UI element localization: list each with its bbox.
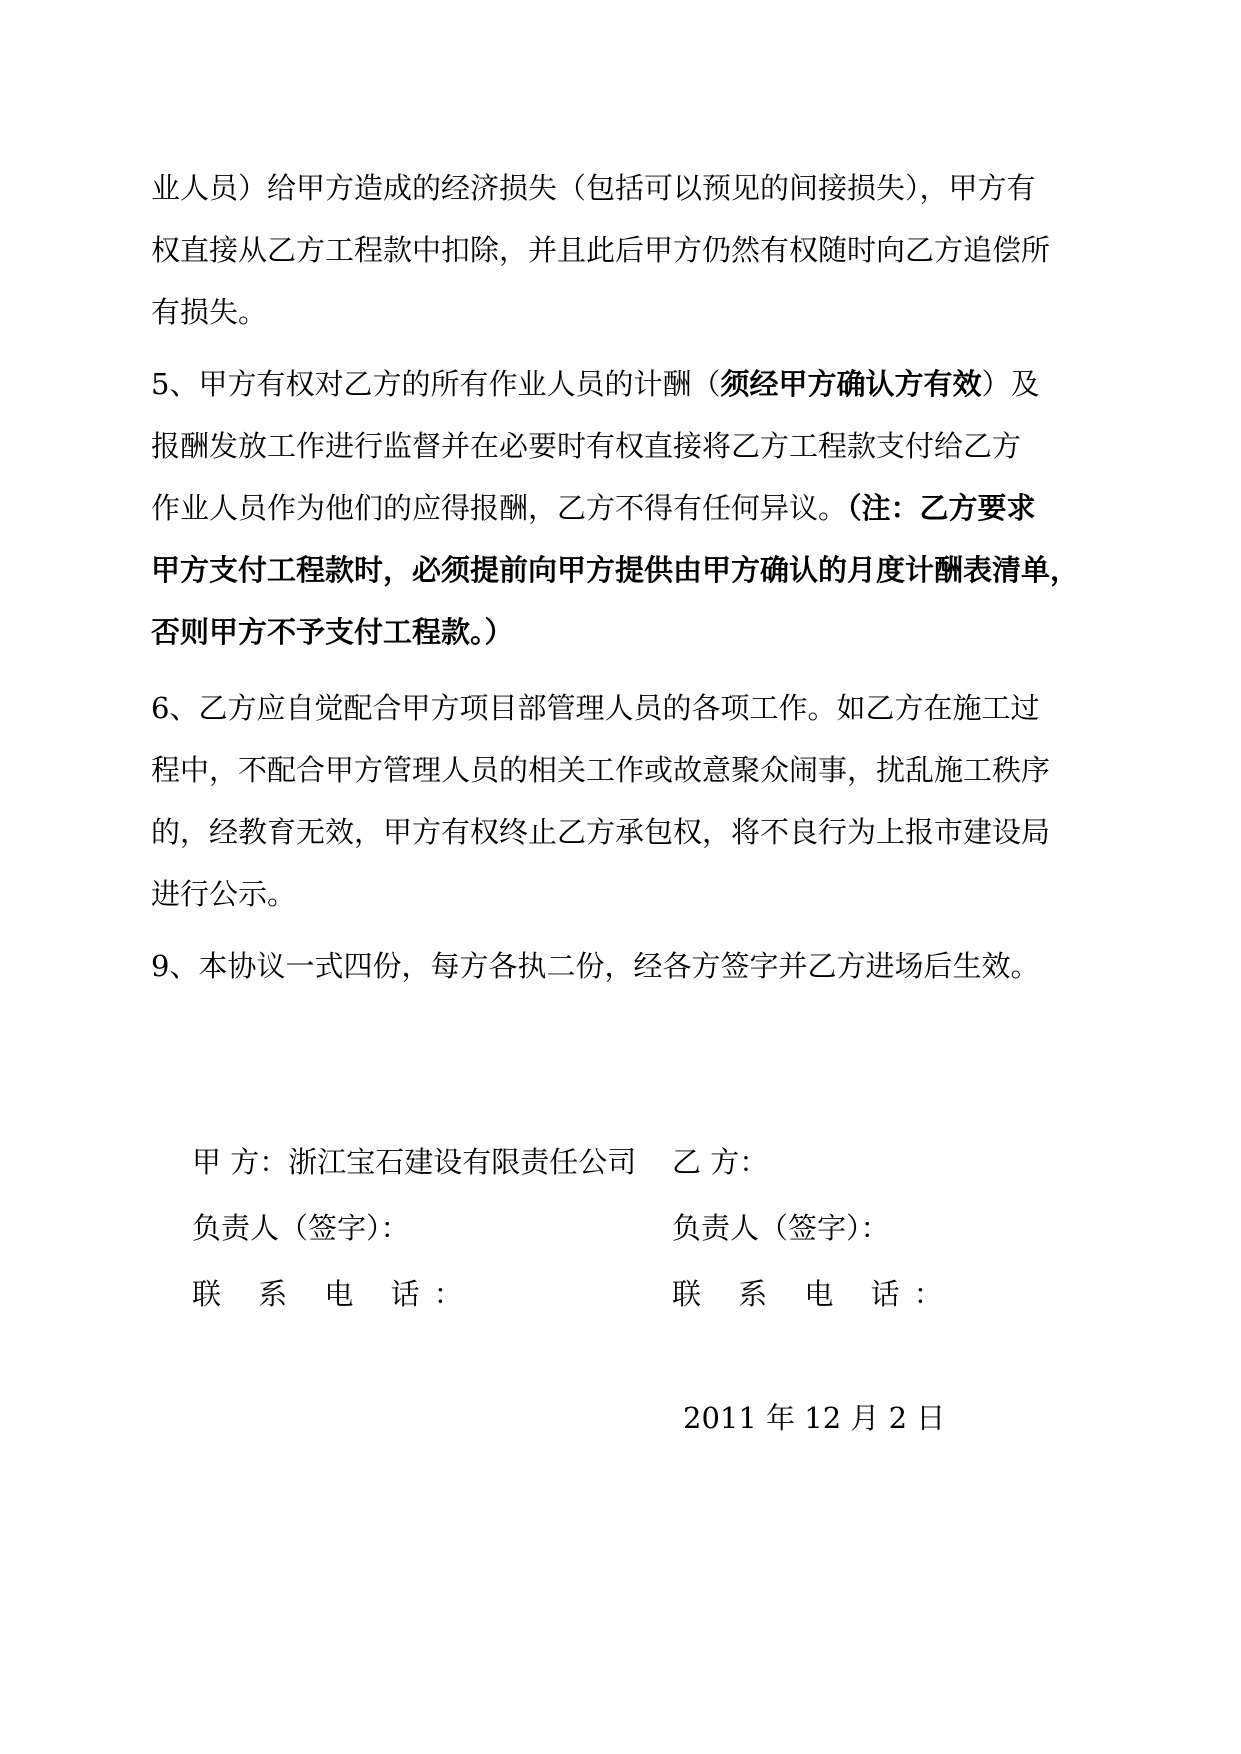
party-a-label: 甲 方：浙江宝石建设有限责任公司 (192, 1145, 637, 1179)
text-line: 程中，不配合甲方管理人员的相关工作或故意聚众闹事，扰乱施工秩序 (151, 753, 1051, 787)
text-line: 6、乙方应自觉配合甲方项目部管理人员的各项工作。如乙方在施工过 (151, 691, 1040, 725)
party-b-responsible: 负责人（签字）： (672, 1211, 890, 1245)
party-a-responsible: 负责人（签字）： (192, 1211, 410, 1245)
signing-date: 2011 年 12 月 2 日 (683, 1401, 946, 1435)
text-line: 9、本协议一式四份，每方各执二份，经各方签字并乙方进场后生效。 (151, 949, 1040, 983)
text-line (151, 486, 1036, 527)
party-b-phone: 联 系 电 话： (672, 1277, 957, 1311)
text-line: 有损失。 (151, 295, 268, 329)
bold-text-span: 须经甲方确认方有效 (720, 367, 982, 401)
text-line: 报酬发放工作进行监督并在必要时有权直接将乙方工程款支付给乙方 (151, 429, 1022, 463)
text-line: 业人员）给甲方造成的经济损失（包括可以预见的间接损失），甲方有 (151, 171, 1036, 205)
party-a-phone: 联 系 电 话： (192, 1277, 477, 1311)
text-line: 的，经教育无效，甲方有权终止乙方承包权，将不良行为上报市建设局 (151, 815, 1051, 849)
text-span: 5、甲方有权对乙方的所有作业人员的计酬（ (151, 367, 721, 401)
bold-text-line: 否则甲方不予支付工程款。） (151, 615, 514, 649)
text-span: ）及 (981, 367, 1040, 401)
party-b-label: 乙 方： (672, 1145, 769, 1179)
text-line: 权直接从乙方工程款中扣除，并且此后甲方仍然有权随时向乙方追偿所 (151, 233, 1051, 267)
text-span: 作业人员作为他们的应得报酬，乙方不得有任何异议。 (151, 491, 848, 525)
text-line (151, 362, 1039, 403)
text-line: 进行公示。 (151, 877, 297, 911)
bold-text-span: （注：乙方要求 (847, 491, 1036, 525)
bold-text-line: 甲方支付工程款时，必须提前向甲方提供由甲方确认的月度计酬表清单， (151, 553, 1080, 587)
